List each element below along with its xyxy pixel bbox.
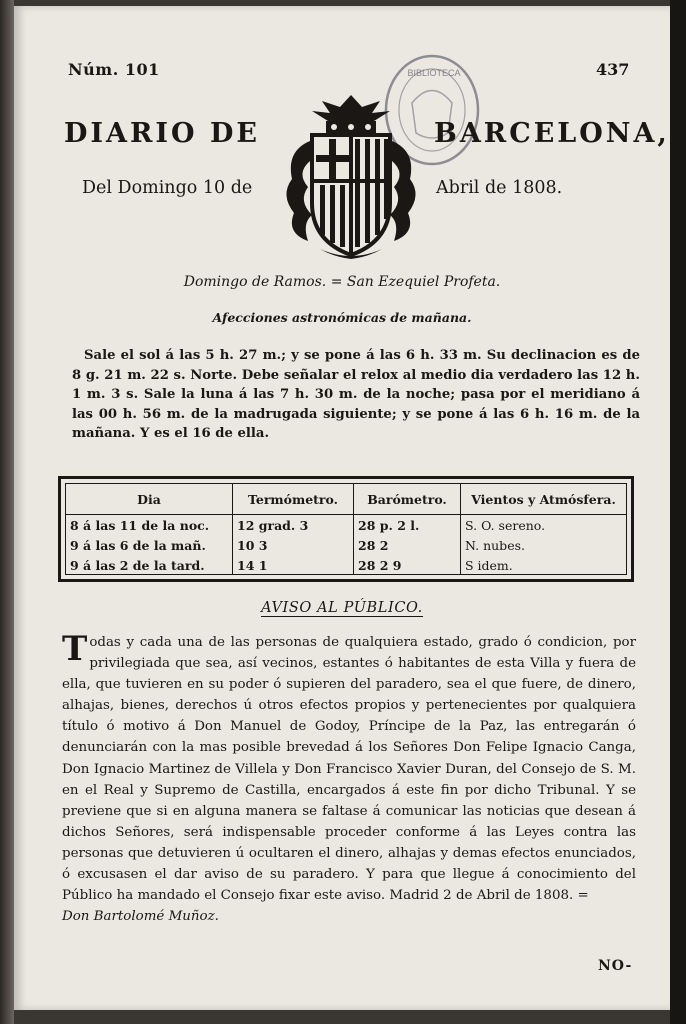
weather-table-header	[66, 484, 626, 515]
astronomical-text: Sale el sol á las 5 h. 27 m.; y se pone á las 6 h. 33 m. Su declinacion es de 8 g. 21 m. 22 s. Norte. Debe señalar el relox al medio dia verdadero las 12 h. 1 m. 3 s. Sale la luna á las 7 h. 30 m. de la noche; pasa por el meridiano á las 00 h. 56 m. de la madrugada siguiente; y se pone á las 6 h. 16 m. de la mañana. Y es el 16 de ella.	[72, 348, 640, 442]
notice-title	[14, 600, 670, 616]
header-termometro: Termómetro.	[233, 484, 354, 515]
table-row	[66, 515, 626, 536]
liturgical-day: Domingo de Ramos. = San Ezequiel Profeta.	[183, 274, 501, 290]
weather-table	[66, 484, 626, 575]
astro-section-title: Afecciones astronómicas de mañana.	[212, 310, 472, 325]
astronomical-report	[72, 346, 640, 444]
table-row	[66, 555, 626, 575]
cell-viento: S idem.	[465, 557, 513, 573]
notice-title-text: AVISO AL PÚBLICO.	[261, 600, 423, 616]
issue-number: Núm. 101	[68, 60, 160, 79]
svg-text:BIBLIOTECA: BIBLIOTECA	[407, 68, 461, 78]
date-left: Del Domingo 10 de	[82, 178, 253, 198]
masthead-right: BARCELONA,	[434, 118, 670, 149]
cell-dia: 8 á las 11 de la noc.	[66, 515, 233, 536]
page-number: 437	[596, 60, 630, 79]
catchword: NO-	[598, 958, 633, 974]
page-edge	[670, 0, 686, 1024]
cell-term: 10 3	[233, 535, 354, 555]
notice-signature: Don Bartolomé Muñoz.	[62, 909, 219, 925]
cell-term: 12 grad. 3	[233, 515, 354, 536]
public-notice	[62, 629, 636, 927]
cell-dia: 9 á las 6 de la mañ.	[66, 535, 233, 555]
table-row	[66, 535, 626, 555]
masthead-left: DIARIO DE	[64, 118, 260, 149]
cell-viento: N. nubes.	[465, 537, 525, 553]
header-vientos: Vientos y Atmósfera.	[461, 484, 627, 515]
cell-baro: 28 p. 2 l.	[354, 515, 461, 536]
header-dia: Dia	[66, 484, 233, 515]
newspaper-page	[14, 6, 670, 1010]
cell-baro: 28 2 9	[354, 555, 461, 575]
cell-baro: 28 2	[354, 535, 461, 555]
drop-cap: T	[62, 629, 88, 669]
cell-viento: S. O. sereno.	[465, 517, 546, 533]
date-right: Abril de 1808.	[436, 178, 563, 198]
weather-table-inner	[65, 483, 627, 575]
book-gutter	[0, 0, 14, 1024]
cell-term: 14 1	[233, 555, 354, 575]
barcelona-coat-of-arms	[272, 91, 430, 261]
notice-body: odas y cada una de las personas de qualquiera estado, grado ó condicion, por privilegiada que sea, así vecinos, estantes ó habitantes de esta Villa y fuera de ella, que tuvieren en su poder ó supieren del paradero, sea el que fuere, de dinero, alhajas, bienes, derechos ú otros efectos propios y pertenecientes por qualquiera título ó motivo á Don Manuel de Godoy, Príncipe de la Paz, las entregarán ó denunciarán con la mas posible brevedad á los Señores Don Felipe Ignacio Canga, Don Ignacio Martinez de Villela y Don Francisco Xavier Duran, del Consejo de S. M. en el Real y Supremo de Castilla, encargados á este fin por dicho Tribunal. Y se previene que si en alguna manera se faltase á comunicar las noticias que desean á dichos Señores, será indispensable proceder conforme á las Leyes contra las personas que detuvieren ú ocultaren el dinero, alhajas y demas efectos enunciados, ó excusasen el dar aviso de su paradero. Y para que llegue á conocimiento del Público ha mandado el Consejo fixar este aviso. Madrid 2 de Abril de 1808. =	[62, 635, 636, 904]
header-barometro: Barómetro.	[354, 484, 461, 515]
weather-table-frame	[58, 476, 634, 582]
cell-dia: 9 á las 2 de la tard.	[66, 555, 233, 575]
